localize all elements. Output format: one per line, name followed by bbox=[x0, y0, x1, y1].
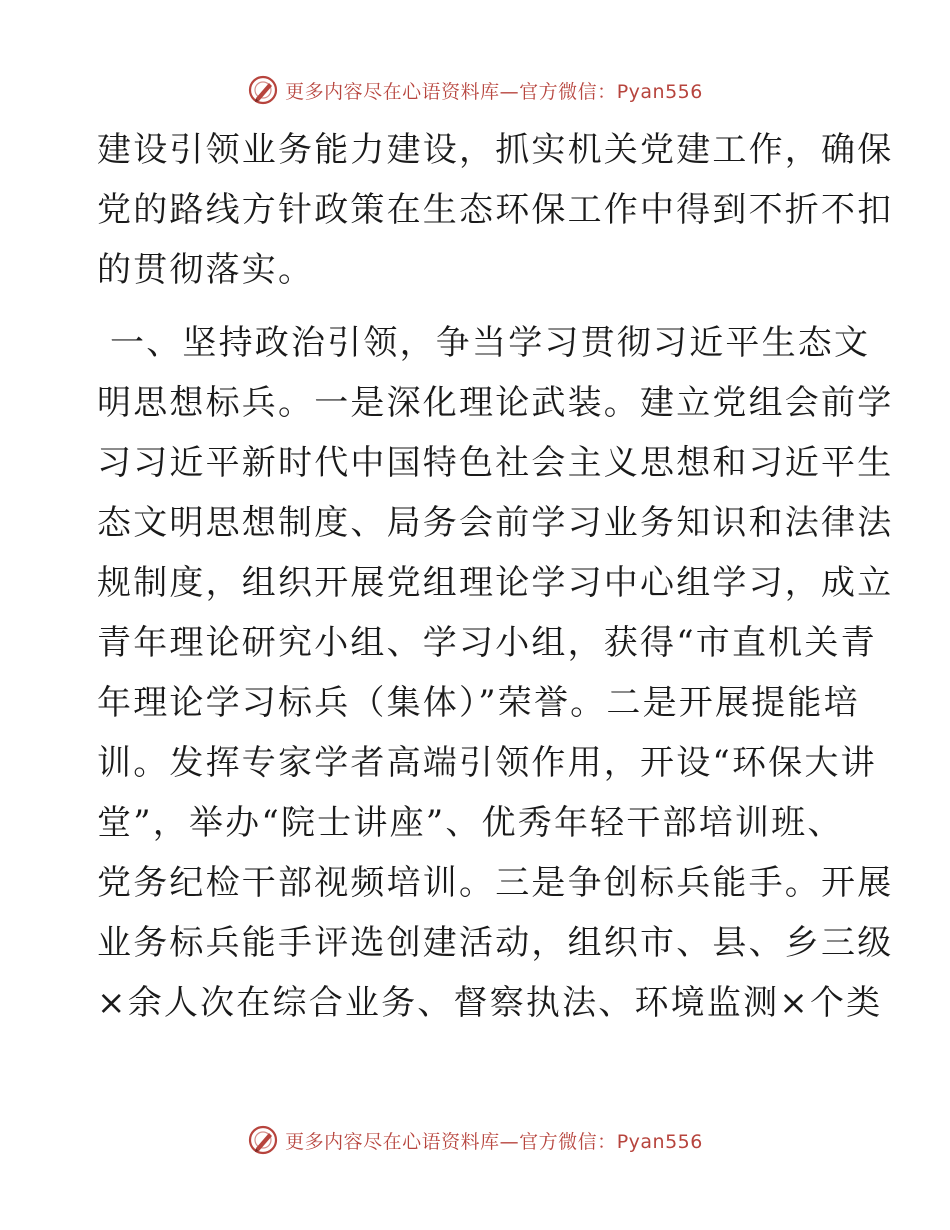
text-line: 训。发挥专家学者高端引领作用，开设“环保大讲 bbox=[97, 743, 877, 783]
text-line: 的贯彻落实。 bbox=[97, 250, 315, 290]
watermark-text bbox=[285, 77, 703, 104]
watermark-contact-id: Pyan556 bbox=[616, 80, 703, 103]
text-line: 明思想标兵。一是深化理论武装。建立党组会前学 bbox=[97, 383, 894, 423]
watermark-brand: 更多内容尽在心语资料库 bbox=[285, 80, 500, 103]
watermark-contact-label: 官方微信： bbox=[519, 80, 617, 103]
watermark-text bbox=[285, 1127, 703, 1154]
text-line: ×余人次在综合业务、督察执法、环境监测×个类 bbox=[97, 983, 883, 1023]
watermark-brand: 更多内容尽在心语资料库 bbox=[285, 1130, 500, 1153]
text-line: 业务标兵能手评选创建活动，组织市、县、乡三级 bbox=[97, 923, 894, 963]
footer-watermark bbox=[0, 1120, 950, 1160]
watermark-separator: — bbox=[499, 80, 520, 103]
paragraph-2 bbox=[97, 313, 894, 1033]
text-line: 态文明思想制度、局务会前学习业务知识和法律法 bbox=[97, 503, 894, 543]
text-line: 堂”，举办“院士讲座”、优秀年轻干部培训班、 bbox=[97, 803, 844, 843]
text-line: 一、坚持政治引领，争当学习贯彻习近平生态文 bbox=[97, 323, 871, 363]
watermark-separator: — bbox=[499, 1130, 520, 1153]
pen-circle-logo-icon bbox=[247, 74, 279, 106]
text-line: 习习近平新时代中国特色社会主义思想和习近平生 bbox=[97, 443, 894, 483]
pen-circle-logo-icon bbox=[247, 1124, 279, 1156]
header-watermark bbox=[0, 70, 950, 110]
text-line: 党务纪检干部视频培训。三是争创标兵能手。开展 bbox=[97, 863, 894, 903]
text-line: 党的路线方针政策在生态环保工作中得到不折不扣 bbox=[97, 190, 894, 230]
watermark-contact-label: 官方微信： bbox=[519, 1130, 617, 1153]
text-line: 青年理论研究小组、学习小组，获得“市直机关青 bbox=[97, 623, 877, 663]
watermark-contact-id: Pyan556 bbox=[616, 1130, 703, 1153]
text-line: 规制度，组织开展党组理论学习中心组学习，成立 bbox=[97, 563, 894, 603]
text-line: 年理论学习标兵（集体）”荣誉。二是开展提能培 bbox=[97, 683, 860, 723]
text-line: 建设引领业务能力建设，抓实机关党建工作，确保 bbox=[97, 130, 894, 170]
document-body bbox=[97, 120, 894, 1033]
paragraph-1 bbox=[97, 120, 894, 300]
